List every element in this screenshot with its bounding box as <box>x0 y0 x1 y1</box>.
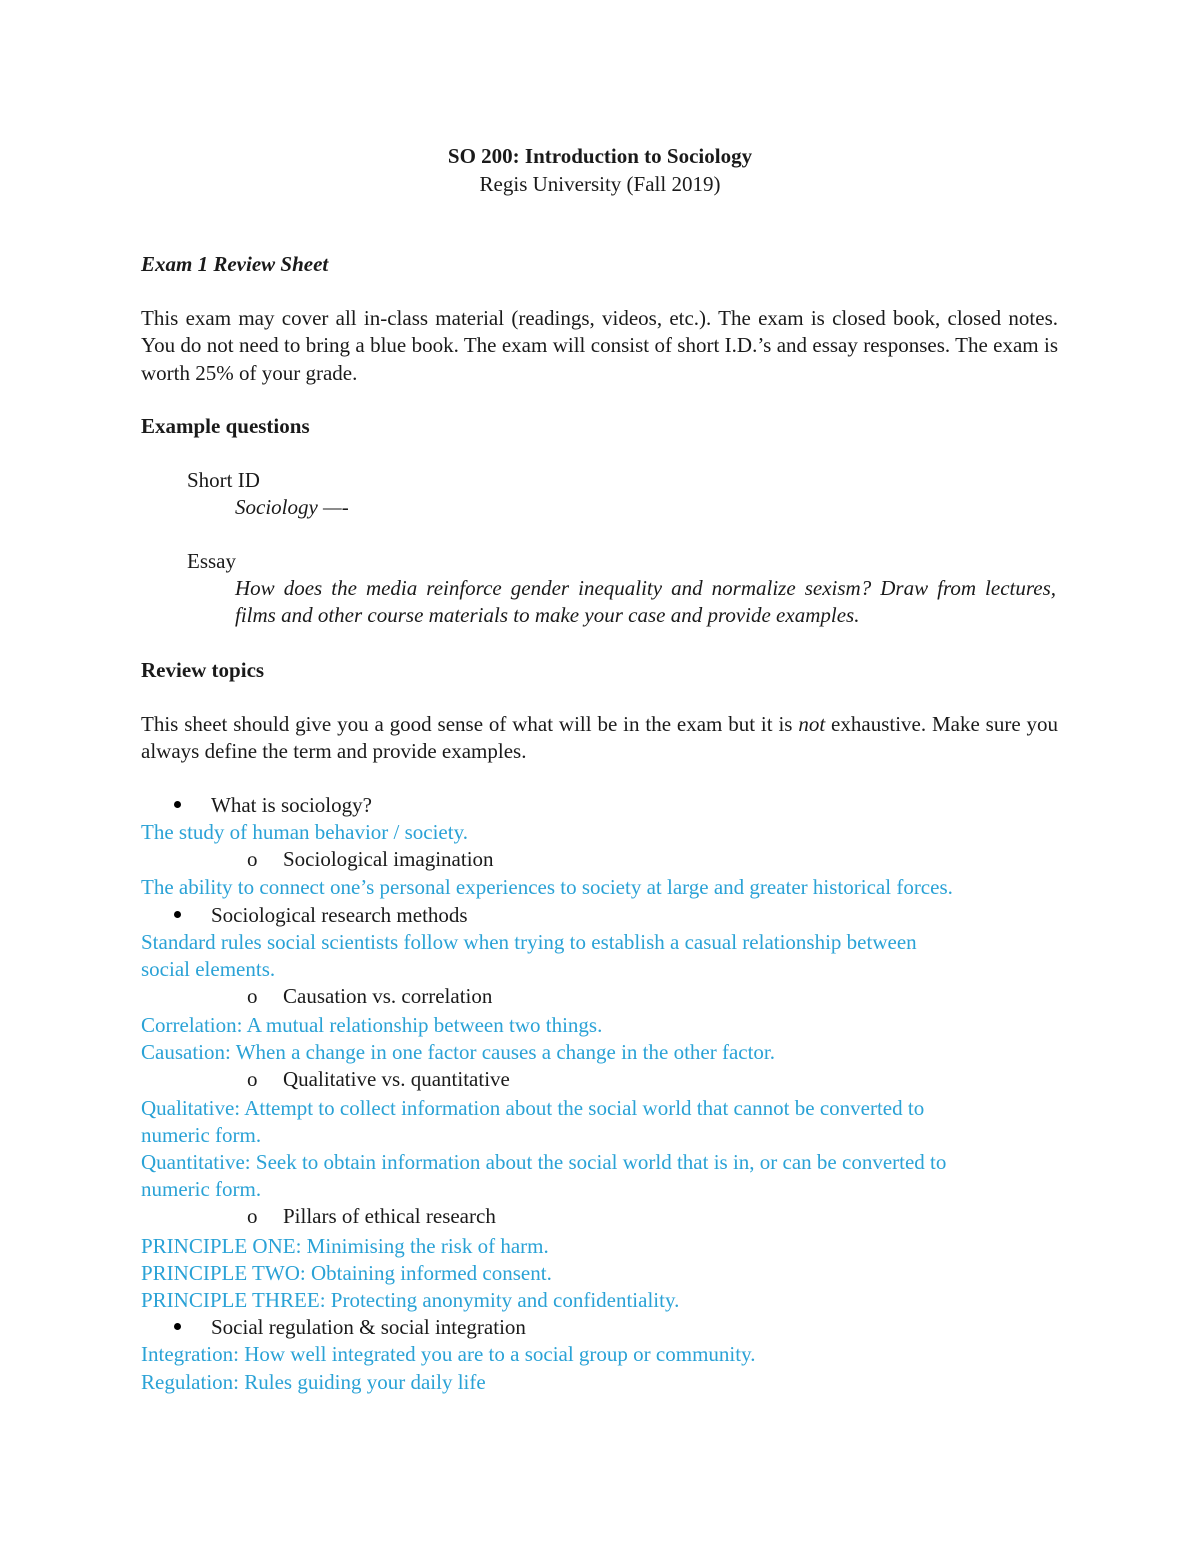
topic-research-methods: Sociological research methods <box>211 903 468 927</box>
answer-quantitative-line-1: Quantitative: Seek to obtain information about the social world that is in, or can be converted to <box>141 1150 947 1174</box>
sub-bullet-icon: o <box>247 1067 258 1091</box>
subtopic-qualitative-quantitative: Qualitative vs. quantitative <box>283 1067 510 1091</box>
essay-label: Essay <box>187 549 236 573</box>
course-title: SO 200: Introduction to Sociology <box>447 144 753 168</box>
review-topics-heading: Review topics <box>141 658 265 682</box>
answer-principle-three: PRINCIPLE THREE: Protecting anonymity and confidentiality. <box>141 1288 680 1312</box>
topic-what-is-sociology: What is sociology? <box>211 793 372 817</box>
answer-research-methods-line-2: social elements. <box>141 957 276 981</box>
answer-integration: Integration: How well integrated you are to a social group or community. <box>141 1342 756 1366</box>
essay-question: How does the media reinforce gender inequality and normalize sexism? Draw from lectures, films and other course materials to make your case and provide examples. <box>235 576 1056 628</box>
answer-principle-one: PRINCIPLE ONE: Minimising the risk of harm. <box>141 1234 549 1258</box>
exam-intro-paragraph: This exam may cover all in-class material (readings, videos, etc.). The exam is closed book, closed notes. You do not need to bring a blue book. The exam will consist of short I.D.’s and essay responses. The exam is worth 25% of your grade. <box>141 306 1058 385</box>
institution-line: Regis University (Fall 2019) <box>479 172 721 196</box>
review-intro-paragraph: This sheet should give you a good sense of what will be in the exam but it is not exhaustive. Make sure you always define the term and provide examples. <box>141 712 1059 764</box>
answer-causation: Causation: When a change in one factor causes a change in the other factor. <box>141 1040 776 1064</box>
answer-qualitative-line-2: numeric form. <box>141 1123 262 1147</box>
answer-sociological-imagination: The ability to connect one’s personal experiences to society at large and greater historical forces. <box>141 875 953 899</box>
bullet-icon <box>174 911 181 918</box>
topic-regulation-integration: Social regulation & social integration <box>211 1315 526 1339</box>
answer-qualitative-line-1: Qualitative: Attempt to collect information about the social world that cannot be converted to <box>141 1096 925 1120</box>
subtopic-sociological-imagination: Sociological imagination <box>283 847 494 871</box>
sub-bullet-icon: o <box>247 1204 258 1228</box>
short-id-example: Sociology —- <box>235 495 349 519</box>
subtopic-causation-correlation: Causation vs. correlation <box>283 984 493 1008</box>
answer-quantitative-line-2: numeric form. <box>141 1177 262 1201</box>
sub-bullet-icon: o <box>247 847 258 871</box>
bullet-icon <box>174 801 181 808</box>
emphasis-not: not <box>798 712 826 736</box>
short-id-label: Short ID <box>187 468 260 492</box>
bullet-icon <box>174 1323 181 1330</box>
subtopic-ethical-research: Pillars of ethical research <box>283 1204 496 1228</box>
sub-bullet-icon: o <box>247 984 258 1008</box>
sheet-title: Exam 1 Review Sheet <box>141 252 329 276</box>
answer-research-methods-line-1: Standard rules social scientists follow when trying to establish a casual relationship between <box>141 930 917 954</box>
example-questions-heading: Example questions <box>141 414 310 438</box>
answer-regulation: Regulation: Rules guiding your daily life <box>141 1370 486 1394</box>
answer-principle-two: PRINCIPLE TWO: Obtaining informed consent. <box>141 1261 552 1285</box>
answer-correlation: Correlation: A mutual relationship between two things. <box>141 1013 603 1037</box>
answer-what-is-sociology: The study of human behavior / society. <box>141 820 468 844</box>
